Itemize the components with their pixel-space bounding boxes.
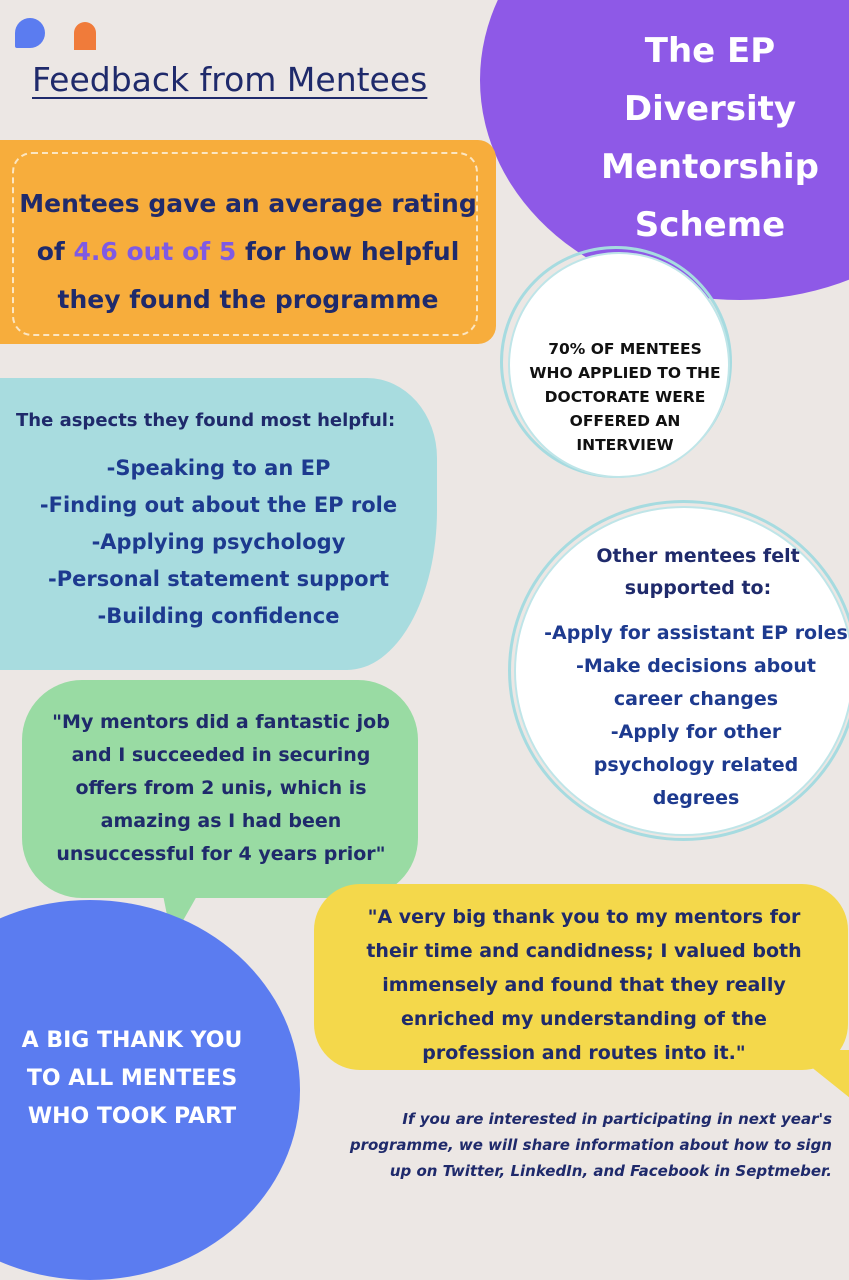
quote-line: immensely and found that they really bbox=[382, 974, 786, 996]
interview-stat-line: INTERVIEW bbox=[576, 436, 674, 454]
list-item: -Speaking to an EP bbox=[106, 456, 331, 480]
thanks-line: TO ALL MENTEES bbox=[26, 1066, 238, 1091]
list-item: degrees bbox=[652, 787, 740, 809]
thanks-line: WHO TOOK PART bbox=[27, 1104, 237, 1129]
rating-text bbox=[0, 180, 496, 324]
scheme-title-line: Diversity bbox=[623, 89, 797, 129]
interview-stat-line: DOCTORATE WERE bbox=[544, 388, 706, 406]
interview-stat-line: WHO APPLIED TO THE bbox=[529, 364, 721, 382]
list-item: -Personal statement support bbox=[47, 567, 389, 591]
page-title: Feedback from Mentees bbox=[32, 60, 428, 99]
list-item: -Finding out about the EP role bbox=[39, 493, 398, 517]
rating-line: Mentees gave an average rating bbox=[19, 189, 477, 218]
footer-note bbox=[348, 1106, 832, 1184]
quote-line: and I succeeded in securing bbox=[71, 744, 371, 766]
other-support-list bbox=[540, 617, 849, 815]
mentee-quote-2 bbox=[340, 900, 828, 1070]
scheme-title bbox=[585, 22, 835, 254]
list-item: -Apply for assistant EP roles bbox=[544, 622, 848, 644]
scheme-title-line: Scheme bbox=[634, 205, 786, 245]
quote-line: their time and candidness; I valued both bbox=[366, 940, 802, 962]
scheme-title-line: Mentorship bbox=[601, 147, 819, 187]
list-item: career changes bbox=[613, 688, 779, 710]
other-support-title-line: supported to: bbox=[624, 577, 772, 599]
interview-stat-line: OFFERED AN bbox=[569, 412, 681, 430]
quote-line: offers from 2 unis, which is bbox=[75, 777, 367, 799]
logo-orange-shape bbox=[74, 22, 96, 50]
logo-blue-shape bbox=[15, 18, 45, 48]
quote-line: "My mentors did a fantastic job bbox=[52, 711, 390, 733]
footer-line: up on Twitter, LinkedIn, and Facebook in Septmeber. bbox=[389, 1162, 832, 1180]
helpful-aspects-list bbox=[0, 450, 437, 635]
mentee-quote-1 bbox=[30, 706, 412, 871]
thanks-line: A BIG THANK YOU bbox=[21, 1028, 243, 1053]
list-item: -Building confidence bbox=[97, 604, 340, 628]
rating-value: 4.6 out of 5 bbox=[73, 237, 237, 266]
quote-line: amazing as I had been bbox=[100, 810, 342, 832]
list-item: -Applying psychology bbox=[91, 530, 346, 554]
quote-line: enriched my understanding of the bbox=[401, 1008, 767, 1030]
list-item: -Apply for other bbox=[610, 721, 782, 743]
other-support-title-line: Other mentees felt bbox=[596, 545, 800, 567]
quote-line: "A very big thank you to my mentors for bbox=[367, 906, 801, 928]
rating-line: of 4.6 out of 5 for how helpful bbox=[36, 237, 460, 266]
thanks-message bbox=[0, 1022, 264, 1136]
list-item: psychology related bbox=[593, 754, 799, 776]
helpful-aspects-title: The aspects they found most helpful: bbox=[16, 410, 396, 431]
footer-line: If you are interested in participating in next year's bbox=[402, 1110, 832, 1128]
rating-line: they found the programme bbox=[57, 285, 439, 314]
footer-line: programme, we will share information about how to sign bbox=[349, 1136, 832, 1154]
list-item: -Make decisions about bbox=[576, 655, 816, 677]
scheme-title-line: The EP bbox=[644, 31, 776, 71]
interview-stat bbox=[520, 337, 730, 457]
quote-line: profession and routes into it." bbox=[422, 1042, 746, 1064]
quote-line: unsuccessful for 4 years prior" bbox=[56, 843, 386, 865]
interview-stat-line: 70% OF MENTEES bbox=[548, 340, 702, 358]
other-support-title bbox=[548, 540, 848, 604]
